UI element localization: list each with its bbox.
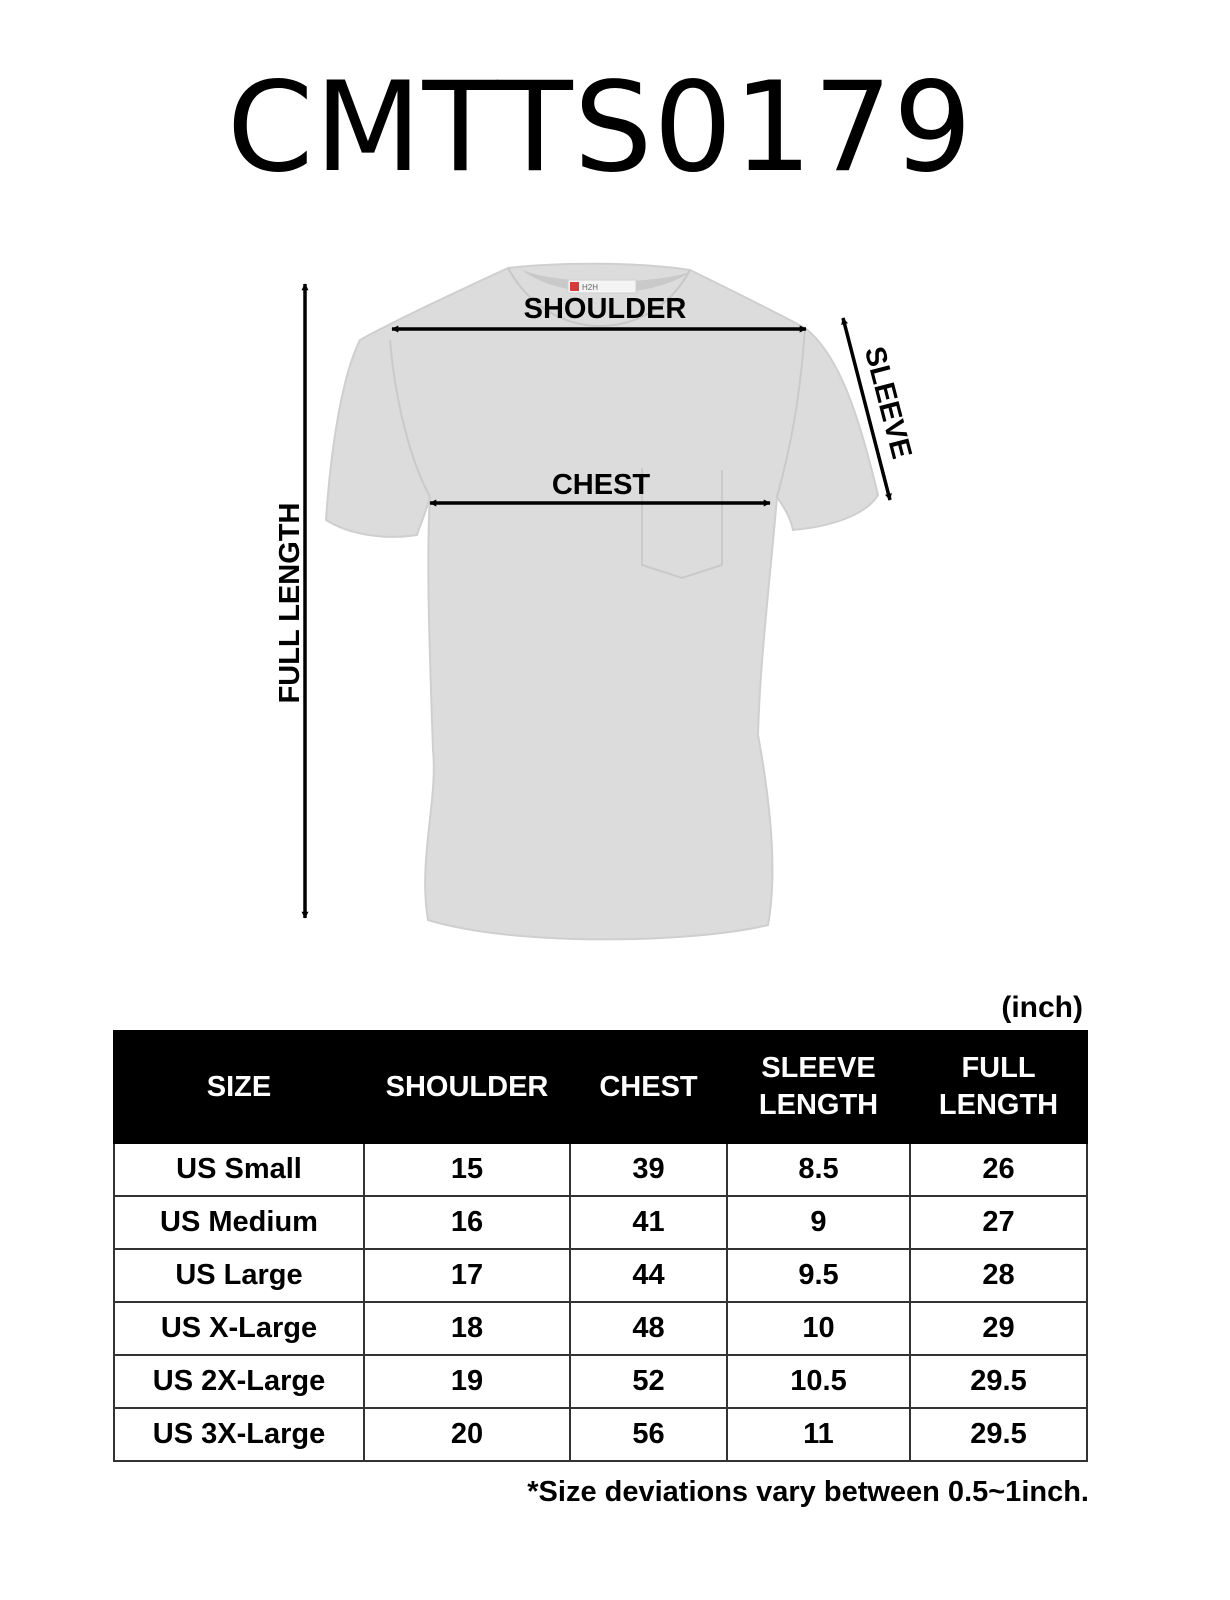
unit-label: (inch) [1001, 991, 1083, 1024]
table-header-row [114, 1031, 1087, 1143]
header-chest: CHEST [570, 1031, 727, 1143]
cell-chest: 41 [570, 1196, 727, 1249]
cell-shoulder: 17 [364, 1249, 570, 1302]
cell-size: US Small [114, 1143, 364, 1196]
size-chart-table [113, 1030, 1088, 1462]
header-sleeve-line2: LENGTH [758, 1089, 879, 1121]
table-row [114, 1249, 1087, 1302]
table-row [114, 1302, 1087, 1355]
cell-size: US 2X-Large [114, 1355, 364, 1408]
cell-shoulder: 16 [364, 1196, 570, 1249]
header-full-line2: LENGTH [938, 1089, 1059, 1121]
shoulder-label: SHOULDER [523, 293, 687, 325]
full-length-label: FULL LENGTH [274, 502, 306, 704]
tag-brand-text: H2H [582, 283, 599, 292]
cell-full-length: 28 [910, 1249, 1087, 1302]
size-deviation-note: *Size deviations vary between 0.5~1inch. [527, 1476, 1089, 1508]
table-row [114, 1355, 1087, 1408]
cell-sleeve: 11 [727, 1408, 910, 1461]
cell-size: US 3X-Large [114, 1408, 364, 1461]
header-shoulder: SHOULDER [364, 1031, 570, 1143]
header-sleeve-line1: SLEEVE [761, 1052, 876, 1084]
cell-shoulder: 20 [364, 1408, 570, 1461]
cell-full-length: 29.5 [910, 1408, 1087, 1461]
cell-sleeve: 9 [727, 1196, 910, 1249]
cell-chest: 44 [570, 1249, 727, 1302]
cell-sleeve: 8.5 [727, 1143, 910, 1196]
header-full-line1: FULL [961, 1052, 1036, 1084]
table-row [114, 1196, 1087, 1249]
cell-shoulder: 19 [364, 1355, 570, 1408]
page-title: CMTTS0179 [226, 56, 974, 200]
cell-chest: 56 [570, 1408, 727, 1461]
cell-size: US Medium [114, 1196, 364, 1249]
sleeve-label: SLEEVE [857, 343, 918, 463]
cell-sleeve: 9.5 [727, 1249, 910, 1302]
table-row [114, 1408, 1087, 1461]
cell-sleeve: 10 [727, 1302, 910, 1355]
cell-size: US X-Large [114, 1302, 364, 1355]
chest-label: CHEST [551, 469, 651, 501]
cell-full-length: 26 [910, 1143, 1087, 1196]
tshirt-body [326, 264, 878, 940]
cell-size: US Large [114, 1249, 364, 1302]
tag-logo [570, 282, 579, 291]
header-full-length [910, 1031, 1087, 1143]
tshirt-image [326, 264, 878, 940]
table-row [114, 1143, 1087, 1196]
cell-shoulder: 15 [364, 1143, 570, 1196]
cell-chest: 39 [570, 1143, 727, 1196]
cell-chest: 52 [570, 1355, 727, 1408]
header-size: SIZE [114, 1031, 364, 1143]
cell-full-length: 29 [910, 1302, 1087, 1355]
cell-full-length: 27 [910, 1196, 1087, 1249]
cell-shoulder: 18 [364, 1302, 570, 1355]
header-sleeve-length [727, 1031, 910, 1143]
cell-chest: 48 [570, 1302, 727, 1355]
cell-full-length: 29.5 [910, 1355, 1087, 1408]
cell-sleeve: 10.5 [727, 1355, 910, 1408]
